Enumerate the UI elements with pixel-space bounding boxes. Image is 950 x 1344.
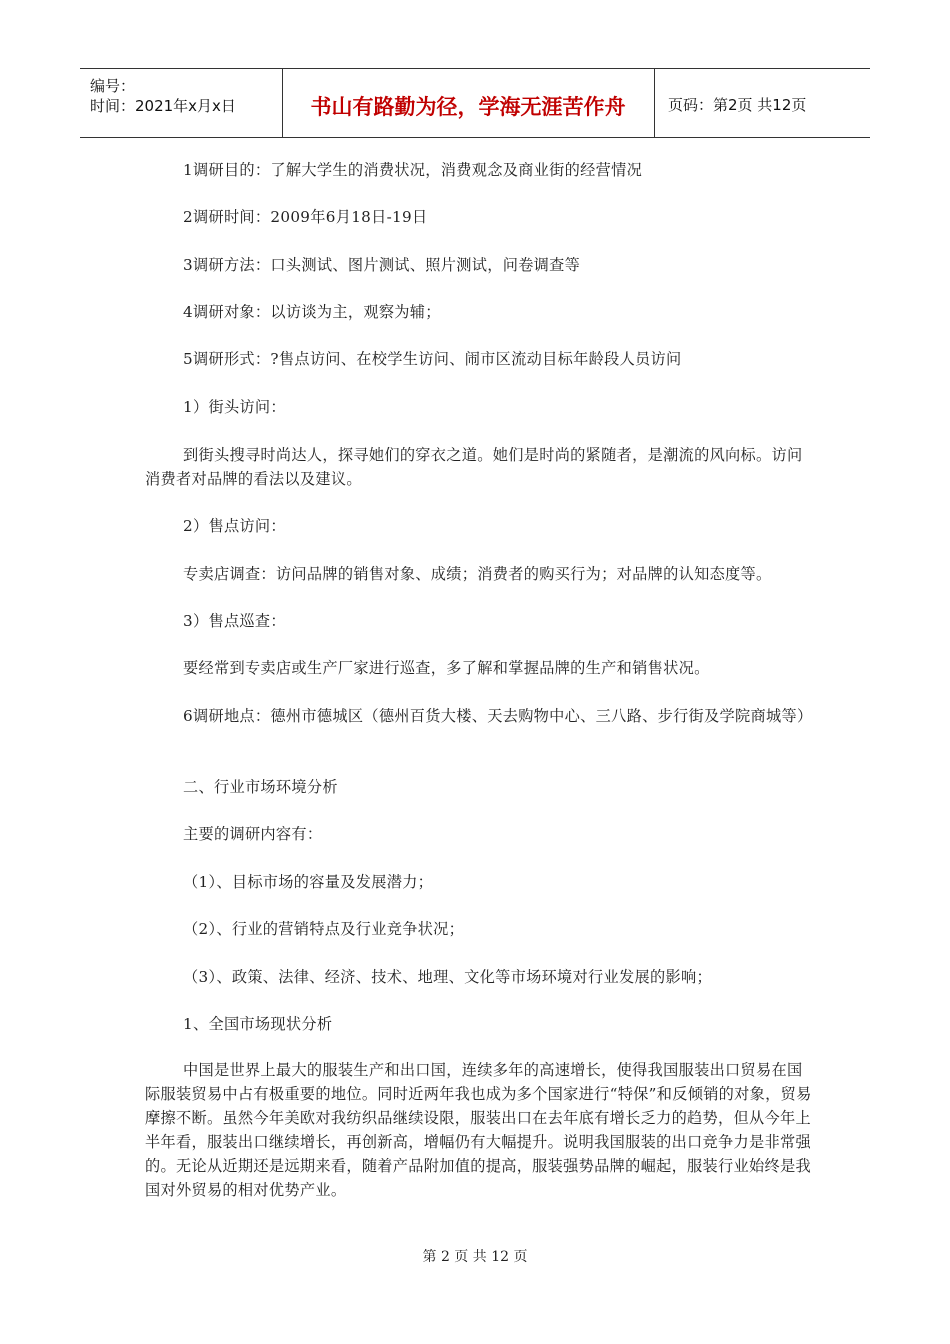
list-item-1: （1）、目标市场的容量及发展潜力； [183,873,434,891]
paragraph-forms: 5调研形式：?售点访问、在校学生访问、闹市区流动目标年龄段人员访问 [183,350,682,368]
paragraph-street-body: 到街头搜寻时尚达人，探寻她们的穿衣之道。她们是时尚的紧随者，是潮流的风向标。访问消费者对品牌的看法以及建议。 [145,446,803,488]
serial-number-label: 编号： [90,77,136,95]
paragraph-store-body: 专卖店调查：访问品牌的销售对象、成绩；消费者的购买行为；对品牌的认知态度等。 [183,565,772,583]
header-motto-cell [282,69,655,137]
page-number-info: 页码：第2页 共12页 [668,96,807,114]
list-item-3: （3）、政策、法律、经济、技术、地理、文化等市场环境对行业发展的影响； [183,968,712,986]
motto-text: 书山有路勤为径，学海无涯苦作舟 [310,95,626,119]
page-footer: 第 2 页 共 12 页 [422,1249,528,1265]
page-header [80,68,870,138]
paragraph-subjects: 4调研对象：以访谈为主，观察为辅； [183,303,441,321]
paragraph-method: 3调研方法：口头测试、图片测试、照片测试，问卷调查等 [183,256,581,274]
paragraph-street-heading: 1）街头访问： [183,398,286,416]
paragraph-national-analysis: 中国是世界上最大的服装生产和出口国，连续多年的高速增长，使得我国服装出口贸易在国际服装贸易中占有极重要的地位。同时近两年我也成为多个国家进行“特保”和反倾销的对象，贸易摩擦不断。虽然今年美欧对我纺织品继续设限，服装出口在去年底有增长乏力的趋势，但从今年上半年看，服装出口继续增长，再创新高，增幅仍有大幅提升。说明我国服装的出口竞争力是非常强的。无论从近期还是远期来看，随着产品附加值的提高，服装强势品牌的崛起，服装行业始终是我国对外贸易的相对优势产业。 [145,1061,812,1199]
paragraph-purpose: 1调研目的：了解大学生的消费状况，消费观念及商业街的经营情况 [183,161,643,179]
date-label: 时间：2021年x月x日 [90,97,236,115]
section-heading-industry: 二、行业市场环境分析 [183,778,338,796]
paragraph-patrol-heading: 3）售点巡查： [183,612,286,630]
header-page-cell [654,69,870,137]
subsection-heading-national: 1、全国市场现状分析 [183,1015,333,1033]
paragraph-store-heading: 2）售点访问： [183,517,286,535]
paragraph-location: 6调研地点：德州市德城区（德州百货大楼、天去购物中心、三八路、步行街及学院商城等） [183,707,813,725]
list-item-2: （2）、行业的营销特点及行业竞争状况； [183,920,465,938]
paragraph-time: 2调研时间：2009年6月18日-19日 [183,208,428,226]
header-meta-cell [80,69,283,137]
paragraph-patrol-body: 要经常到专卖店或生产厂家进行巡查，多了解和掌握品牌的生产和销售状况。 [183,659,710,677]
paragraph-content-intro: 主要的调研内容有： [183,825,323,843]
